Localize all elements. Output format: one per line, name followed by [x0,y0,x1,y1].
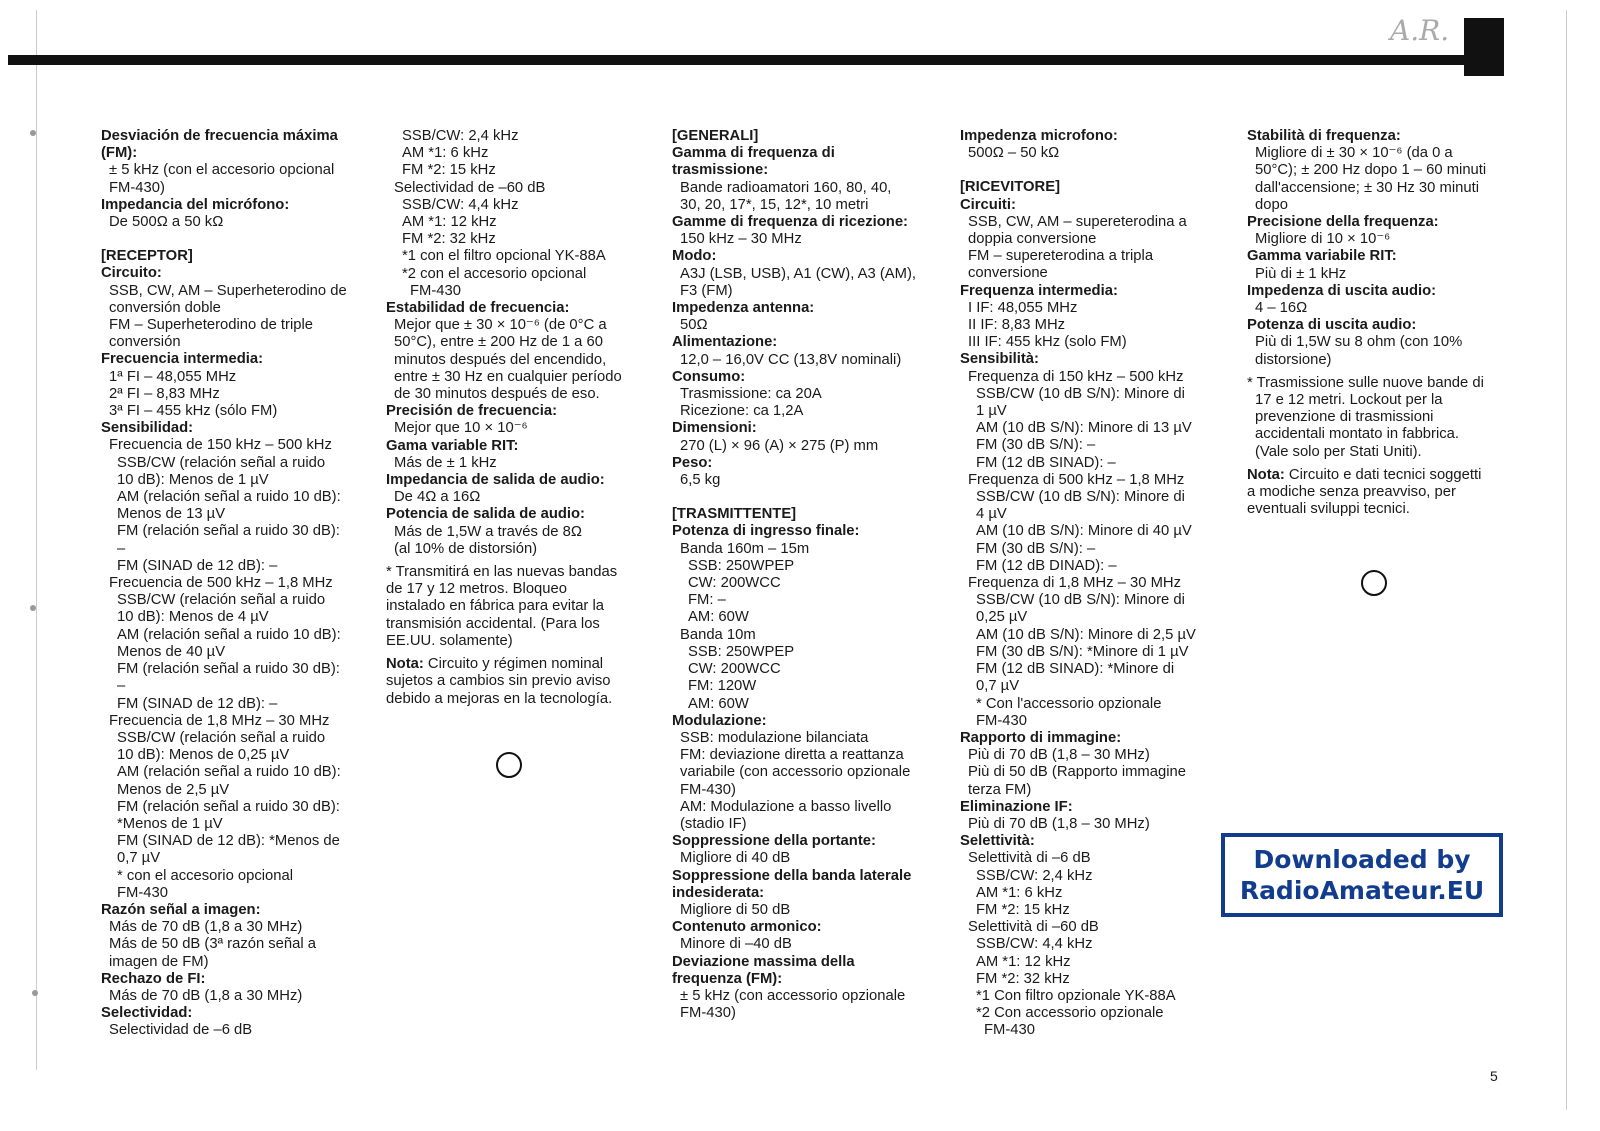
spec-line: FM (relación señal a ruido 30 dB): [117,798,340,815]
spec-line: Selettività di –6 dB [968,850,1091,867]
spec-heading: Alimentazione: [672,334,778,351]
spec-heading: Frequenza intermedia: [960,282,1118,299]
spec-line: EE.UU. solamente) [386,632,513,649]
spec-line: 500Ω – 50 kΩ [968,145,1060,162]
spec-line: ± 5 kHz (con accessorio opzionale [680,987,906,1004]
spec-heading: Potencia de salida de audio: [386,506,585,523]
spec-line: Trasmissione: ca 20A [680,386,822,403]
spec-line: FM (12 dB SINAD): – [976,454,1116,471]
spec-line: FM: 120W [688,678,757,695]
spec-line: Frecuencia de 150 kHz – 500 kHz [109,437,332,454]
spec-line: 270 (L) × 96 (A) × 275 (P) mm [680,437,879,454]
spec-heading: [GENERALI] [672,128,759,144]
spec-heading: Impedancia de salida de audio: [386,472,605,489]
spec-line: Nota: Circuito e dati tecnici soggetti [1247,466,1482,483]
spec-line: AM (10 dB S/N): Minore di 2,5 µV [976,626,1196,643]
spec-line: minutos después del encendido, [394,351,607,368]
spec-line: Più di ± 1 kHz [1255,265,1347,282]
spec-line: 2ª FI – 8,83 MHz [109,385,220,402]
spec-line: Mejor que ± 30 × 10⁻⁶ (de 0°C a [394,317,607,334]
spec-line: AM (relación señal a ruido 10 dB): [117,764,341,781]
spec-line: 1ª FI – 48,055 MHz [109,368,237,385]
spec-line: 150 kHz – 30 MHz [680,231,802,248]
spec-line: *2 con el accesorio opcional [402,265,587,282]
spec-line: Migliore di 40 dB [680,850,791,867]
spec-line: imagen de FM) [109,953,209,970]
spec-line: Frequenza di 500 kHz – 1,8 MHz [968,471,1185,488]
spec-line: SSB/CW (relación señal a ruido [117,592,326,609]
spec-heading: Razón señal a imagen: [101,901,261,918]
spec-line: ± 5 kHz (con el accesorio opcional [109,162,335,179]
spec-line: 50°C), entre ± 200 Hz de 1 a 60 [394,334,603,351]
spec-line: II IF: 8,83 MHz [968,317,1066,334]
spec-line: AM *1: 12 kHz [402,214,497,231]
spec-line: FM-430 [117,884,168,901]
badge-line-2: RadioAmateur.EU [1239,876,1485,905]
spec-line: Frequenza di 1,8 MHz – 30 MHz [968,575,1182,592]
spec-line: AM: Modulazione a basso livello [680,798,892,815]
spec-line: 1 µV [976,403,1007,420]
spec-line: 4 – 16Ω [1255,300,1308,317]
header-tab-marker [1464,18,1504,76]
spec-line: I IF: 48,055 MHz [968,299,1078,316]
spec-line: a modiche senza preavviso, per [1247,484,1456,501]
spec-line: FM (12 dB SINAD): *Minore di [976,661,1175,678]
spec-heading: Potenza di ingresso finale: [672,523,860,540]
spec-line: FM: – [688,592,726,609]
spec-line: Più di 70 dB (1,8 – 30 MHz) [968,815,1150,832]
spec-line: conversión doble [109,299,221,316]
spec-heading: Rapporto di immagine: [960,729,1122,746]
spec-line: 50°C); ± 200 Hz dopo 1 – 60 minuti [1255,162,1487,179]
spec-line: Mejor que 10 × 10⁻⁶ [394,420,528,437]
spec-heading: indesiderata: [672,884,765,901]
spec-line: Migliore di 10 × 10⁻⁶ [1255,231,1391,248]
spec-line: FM-430 [976,712,1027,729]
badge-line-1: Downloaded by [1253,845,1471,874]
spec-line: SSB/CW (relación señal a ruido [117,729,326,746]
spec-line: eventuali sviluppi tecnici. [1247,501,1410,518]
spec-line: FM (30 dB S/N): – [976,437,1096,454]
spec-line: * con el accesorio opcional [117,867,294,884]
spec-column-it-1 [672,128,916,1022]
spec-line: * Con l'accessorio opzionale [976,695,1162,712]
spec-line: 50Ω [680,317,708,334]
spec-line: – [117,678,126,695]
spec-line: FM *2: 32 kHz [402,231,496,248]
spec-line: Selettività di –60 dB [968,919,1099,936]
spec-line: FM *2: 32 kHz [976,970,1070,987]
spec-heading: [RICEVITORE] [960,179,1061,196]
spec-line: F3 (FM) [680,282,733,299]
scan-right-edge [1566,10,1567,1110]
page-number: 5 [1490,1068,1498,1084]
registration-circle [496,752,522,778]
spec-line: FM-430) [680,1005,736,1022]
spec-line: Frequenza di 150 kHz – 500 kHz [968,368,1184,385]
spec-column-it-2 [960,128,1196,1040]
spec-line: SSB: 250WPEP [688,557,795,574]
spec-line: Menos de 40 µV [117,643,226,660]
spec-heading: Gama variable RIT: [386,437,519,454]
spec-line: variabile (con accessorio opzionale [680,764,911,781]
spec-heading: Gamma di frequenza di [672,145,835,162]
spec-line: Más de ± 1 kHz [394,454,497,471]
spec-line: distorsione) [1255,351,1332,368]
spec-line: 12,0 – 16,0V CC (13,8V nominali) [680,351,902,368]
spec-line: 0,25 µV [976,609,1028,626]
spec-line: conversione [968,265,1048,282]
spec-line: SSB: 250WPEP [688,643,795,660]
spec-line: Menos de 13 µV [117,506,226,523]
spec-line: Bande radioamatori 160, 80, 40, [680,179,892,196]
spec-line: FM (relación señal a ruido 30 dB): [117,661,340,678]
spec-line: AM (relación señal a ruido 10 dB): [117,489,341,506]
spec-line: AM (10 dB S/N): Minore di 13 µV [976,420,1192,437]
spec-line: Selectividad de –6 dB [109,1022,253,1039]
spec-line: Minore di –40 dB [680,936,792,953]
spec-line: Banda 10m [680,626,756,643]
spec-line: sujetos a cambios sin previo aviso [386,673,611,690]
spec-line: Banda 160m – 15m [680,540,810,557]
spec-line: 30, 20, 17*, 15, 12*, 10 metri [680,196,869,213]
spec-line: entre ± 30 Hz en cualquier período [394,368,622,385]
spec-heading: Sensibilità: [960,351,1039,368]
spec-line: Più di 50 dB (Rapporto immagine [968,764,1186,781]
spec-line: AM *1: 12 kHz [976,953,1071,970]
spec-heading: Selectividad: [101,1005,193,1022]
spec-line: debido a mejoras en la tecnología. [386,690,613,707]
spec-line: Ricezione: ca 1,2A [680,403,804,420]
spec-heading: Contenuto armonico: [672,919,822,936]
spec-line: Più di 70 dB (1,8 – 30 MHz) [968,747,1150,764]
spec-line: SSB, CW, AM – Superheterodino de [109,282,347,299]
spec-line: SSB/CW: 4,4 kHz [976,936,1093,953]
spec-line: FM *2: 15 kHz [976,901,1070,918]
spec-heading: Sensibilidad: [101,420,194,437]
spec-heading: Desviación de frecuencia máxima [101,128,338,144]
spec-line: SSB, CW, AM – supereterodina a [968,213,1187,230]
spec-line: instalado en fábrica para evitar la [386,598,604,615]
spec-line: FM (30 dB S/N): – [976,540,1096,557]
spec-line: conversión [109,334,181,351]
spec-heading: Soppressione della banda laterale [672,867,912,884]
spec-line: 3ª FI – 455 kHz (sólo FM) [109,403,278,420]
spec-line: SSB/CW (relación señal a ruido [117,454,326,471]
spec-heading: Rechazo de FI: [101,970,206,987]
spec-line: SSB/CW (10 dB S/N): Minore di [976,592,1185,609]
spec-line: SSB/CW: 2,4 kHz [402,128,519,144]
spec-line: Más de 50 dB (3ª razón señal a [109,936,316,953]
spec-line: FM (12 dB DINAD): – [976,557,1117,574]
scan-dot [30,130,36,136]
spec-line: dopo [1255,196,1288,213]
spec-heading: Precisión de frecuencia: [386,403,558,420]
spec-line: 6,5 kg [680,472,721,489]
spec-line: FM (SINAD de 12 dB): – [117,557,278,574]
spec-heading: Selettività: [960,833,1035,850]
spec-line: * Trasmissione sulle nuove bande di [1247,374,1484,391]
spec-line: FM-430) [680,781,736,798]
spec-line: *2 Con accessorio opzionale [976,1005,1164,1022]
spec-line: SSB/CW (10 dB S/N): Minore di [976,385,1185,402]
spec-line: (Vale solo per Stati Uniti). [1255,443,1422,460]
spec-heading: Impedenza di uscita audio: [1247,282,1437,299]
spec-line: SSB: modulazione bilanciata [680,729,869,746]
spec-heading: Circuiti: [960,196,1016,213]
spec-heading: (FM): [101,145,138,162]
spec-line: III IF: 455 kHz (solo FM) [968,334,1127,351]
registration-circle [1361,570,1387,596]
spec-line: Más de 1,5W a través de 8Ω [394,523,582,540]
spec-line: CW: 200WCC [688,575,781,592]
spec-line: prevenzione di trasmissioni [1255,409,1434,426]
spec-line: De 500Ω a 50 kΩ [109,214,224,231]
spec-line: FM-430 [410,282,461,299]
spec-line: Nota: Circuito y régimen nominal [386,656,604,673]
spec-heading: Peso: [672,454,713,471]
spec-column-it-3 [1247,128,1486,518]
spec-line: accidentali montato in fabbrica. [1255,426,1459,443]
spec-line: Frecuencia de 500 kHz – 1,8 MHz [109,575,333,592]
spec-line: FM-430) [109,179,165,196]
spec-line: Frecuencia de 1,8 MHz – 30 MHz [109,712,330,729]
spec-line: – [117,540,126,557]
spec-line: FM (SINAD de 12 dB): – [117,695,278,712]
spec-heading: frequenza (FM): [672,970,783,987]
spec-line: 0,7 µV [117,850,161,867]
spec-heading: Impedenza microfono: [960,128,1118,144]
scan-dot [30,605,36,611]
spec-line: SSB/CW: 2,4 kHz [976,867,1093,884]
spec-heading: [TRASMITTENTE] [672,506,797,523]
spec-line: A3J (LSB, USB), A1 (CW), A3 (AM), [680,265,916,282]
spec-line: FM *2: 15 kHz [402,162,496,179]
spec-line: *1 con el filtro opcional YK-88A [402,248,606,265]
spec-line: (al 10% de distorsión) [394,540,538,557]
spec-line: FM (relación señal a ruido 30 dB): [117,523,340,540]
spec-line: 10 dB): Menos de 4 µV [117,609,269,626]
scan-dot [32,990,38,996]
spec-line: SSB/CW (10 dB S/N): Minore di [976,489,1185,506]
spec-line: 0,7 µV [976,678,1020,695]
spec-heading: Gamme di frequenza di ricezione: [672,214,908,231]
spec-line: Más de 70 dB (1,8 a 30 MHz) [109,919,303,936]
spec-line: 4 µV [976,506,1007,523]
handwritten-mark: A.R. [1390,14,1450,47]
spec-heading: Stabilità di frequenza: [1247,128,1401,144]
spec-heading: [RECEPTOR] [101,248,193,265]
spec-line: (stadio IF) [680,815,747,832]
spec-column-es-1 [101,128,347,1040]
spec-line: 10 dB): Menos de 1 µV [117,471,269,488]
spec-line: dall'accensione; ± 30 Hz 30 minuti [1255,179,1479,196]
spec-column-es-2 [386,128,622,708]
spec-line: 10 dB): Menos de 0,25 µV [117,747,290,764]
spec-line: FM (30 dB S/N): *Minore di 1 µV [976,643,1189,660]
spec-heading: Soppressione della portante: [672,833,876,850]
spec-line: AM (relación señal a ruido 10 dB): [117,626,341,643]
spec-heading: Impedancia del micrófono: [101,196,290,213]
spec-line: Más de 70 dB (1,8 a 30 MHz) [109,987,303,1004]
spec-line: FM: deviazione diretta a reattanza [680,747,904,764]
spec-heading: Impedenza antenna: [672,300,815,317]
spec-line: FM (SINAD de 12 dB): *Menos de [117,833,340,850]
spec-heading: Frecuencia intermedia: [101,351,263,368]
spec-heading: Circuito: [101,265,162,282]
spec-line: transmisión accidental. (Para los [386,615,600,632]
spec-heading: Precisione della frequenza: [1247,214,1439,231]
spec-line: Più di 1,5W su 8 ohm (con 10% [1255,334,1463,351]
spec-line: terza FM) [968,781,1032,798]
download-watermark-badge [1221,833,1503,917]
spec-heading: trasmissione: [672,162,769,179]
spec-line: Migliore di 50 dB [680,901,791,918]
spec-line: Selectividad de –60 dB [394,179,546,196]
spec-line: de 17 y 12 metros. Bloqueo [386,581,567,598]
spec-line: AM *1: 6 kHz [976,884,1063,901]
spec-line: Menos de 2,5 µV [117,781,230,798]
spec-line: FM – Superheterodino de triple [109,317,313,334]
spec-line: AM (10 dB S/N): Minore di 40 µV [976,523,1192,540]
spec-heading: Modo: [672,248,717,265]
spec-heading: Gamma variabile RIT: [1247,248,1397,265]
spec-line: * Transmitirá en las nuevas bandas [386,564,618,581]
scan-left-edge [36,10,37,1070]
spec-heading: Consumo: [672,368,746,385]
spec-line: 17 e 12 metri. Lockout per la [1255,392,1443,409]
spec-heading: Potenza di uscita audio: [1247,317,1417,334]
spec-heading: Estabilidad de frecuencia: [386,300,570,317]
spec-heading: Dimensioni: [672,420,757,437]
spec-line: doppia conversione [968,231,1097,248]
spec-line: De 4Ω a 16Ω [394,489,481,506]
spec-line: CW: 200WCC [688,661,781,678]
spec-line: FM – supereterodina a tripla [968,248,1154,265]
spec-heading: Deviazione massima della [672,953,855,970]
spec-line: FM-430 [984,1022,1035,1039]
spec-line: AM: 60W [688,695,749,712]
header-rule [8,55,1464,65]
spec-line: *Menos de 1 µV [117,815,223,832]
spec-heading: Modulazione: [672,712,767,729]
spec-line: AM: 60W [688,609,749,626]
spec-heading: Eliminazione IF: [960,798,1073,815]
spec-line: *1 Con filtro opzionale YK-88A [976,987,1176,1004]
spec-line: de 30 minutos después de eso. [394,386,600,403]
spec-line: AM *1: 6 kHz [402,145,489,162]
spec-line: Migliore di ± 30 × 10⁻⁶ (da 0 a [1255,145,1453,162]
spec-line: SSB/CW: 4,4 kHz [402,196,519,213]
